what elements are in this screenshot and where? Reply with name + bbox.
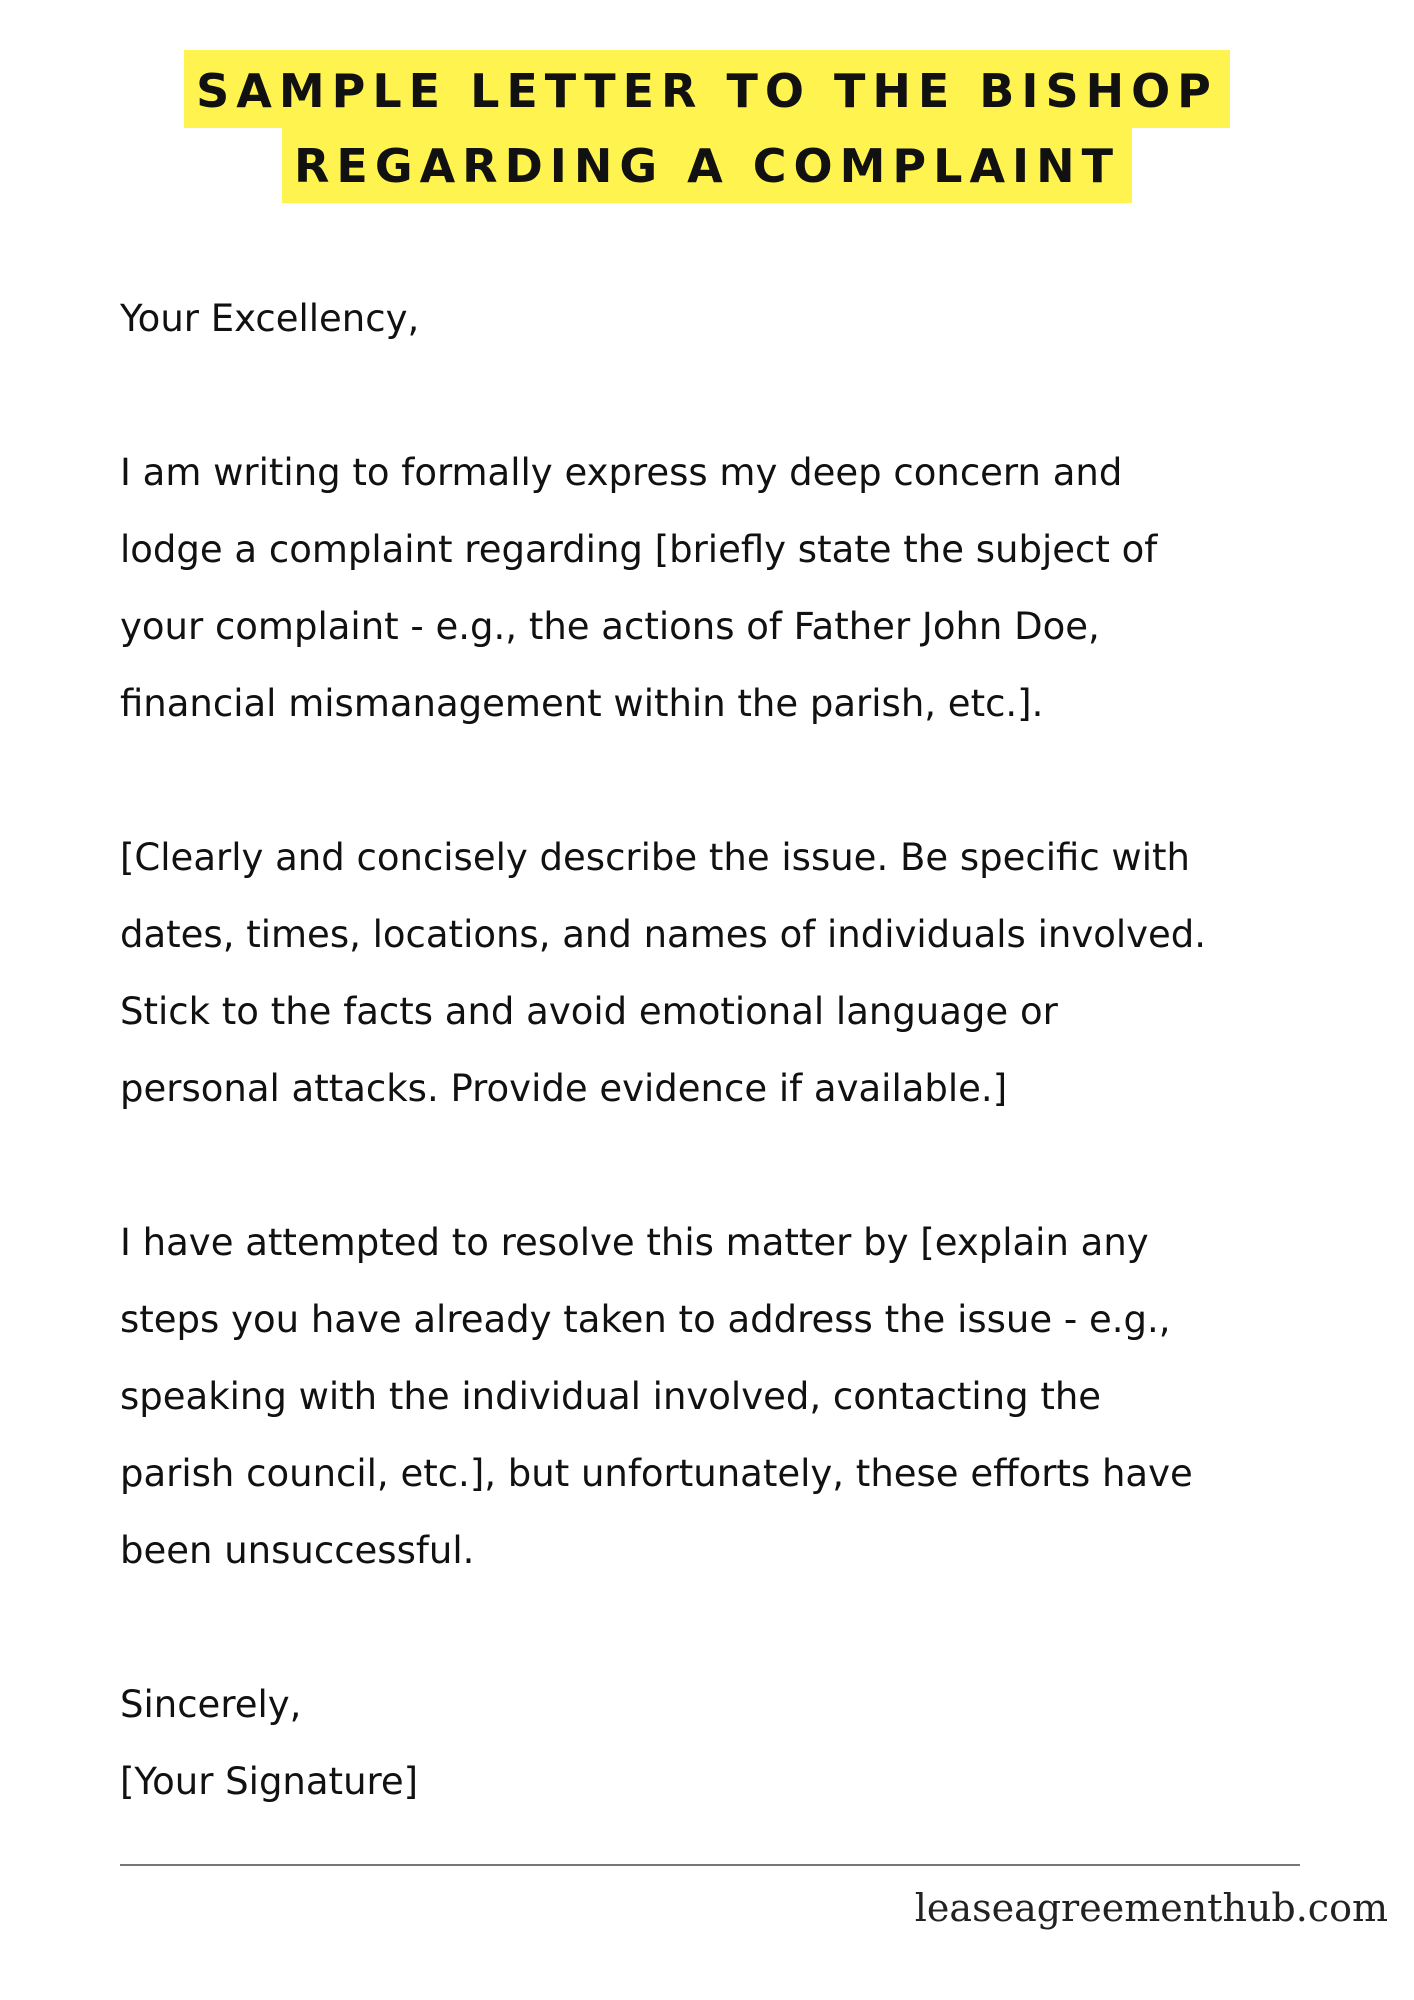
- paragraph-line: speaking with the individual involved, contacting the: [120, 1375, 1102, 1418]
- paragraph-line: your complaint - e.g., the actions of Father John Doe,: [120, 605, 1100, 648]
- footer-website: leaseagreementhub.com: [914, 1886, 1388, 1930]
- footer-divider: [120, 1864, 1300, 1866]
- title-line-2: REGARDING A COMPLAINT: [282, 125, 1132, 203]
- paragraph-line: dates, times, locations, and names of individuals involved.: [120, 913, 1207, 956]
- paragraph-1: [120, 434, 1360, 742]
- paragraph-line: personal attacks. Provide evidence if available.]: [120, 1067, 1008, 1110]
- paragraph-line: I have attempted to resolve this matter by [explain any: [120, 1221, 1149, 1264]
- paragraph-line: [Clearly and concisely describe the issue. Be specific with: [120, 836, 1190, 879]
- closing: Sincerely,: [120, 1683, 302, 1726]
- paragraph-3: [120, 1204, 1360, 1589]
- paragraph-2: [120, 819, 1360, 1127]
- paragraph-line: I am writing to formally express my deep concern and: [120, 451, 1123, 494]
- document-title: [0, 50, 1414, 203]
- paragraph-line: Stick to the facts and avoid emotional language or: [120, 990, 1058, 1033]
- paragraph-line: lodge a complaint regarding [briefly state the subject of: [120, 528, 1158, 571]
- paragraph-line: financial mismanagement within the parish, etc.].: [120, 682, 1044, 725]
- salutation: Your Excellency,: [120, 297, 420, 340]
- paragraph-line: steps you have already taken to address the issue - e.g.,: [120, 1298, 1171, 1341]
- title-line-1: SAMPLE LETTER TO THE BISHOP: [184, 50, 1230, 128]
- signature-placeholder: [Your Signature]: [120, 1760, 419, 1803]
- paragraph-line: parish council, etc.], but unfortunately, these efforts have: [120, 1452, 1193, 1495]
- letter-body: [120, 280, 1360, 1820]
- paragraph-line: been unsuccessful.: [120, 1529, 475, 1572]
